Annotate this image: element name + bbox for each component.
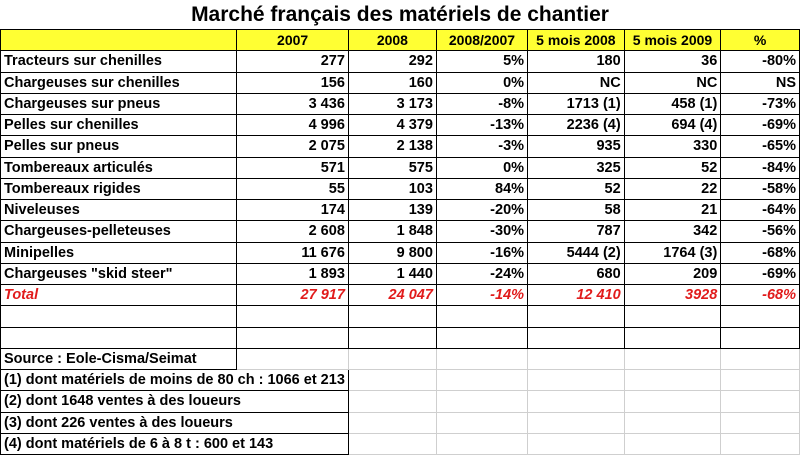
cell-5-mois-2008[interactable]: 325: [528, 157, 625, 178]
cell-2008[interactable]: 575: [348, 157, 436, 178]
empty-cell[interactable]: [721, 348, 800, 369]
empty-row: [1, 327, 800, 348]
cell-2007[interactable]: 2 608: [237, 221, 349, 242]
cell-5-mois-2009[interactable]: 694 (4): [624, 115, 721, 136]
table-row: [1, 242, 800, 263]
empty-cell[interactable]: [721, 327, 800, 348]
cell-5-mois-2008[interactable]: 52: [528, 178, 625, 199]
cell-percent[interactable]: -69%: [721, 115, 800, 136]
empty-cell[interactable]: [528, 433, 625, 454]
total-variation[interactable]: -14%: [436, 285, 527, 306]
empty-cell[interactable]: [436, 348, 527, 369]
empty-cell[interactable]: [721, 370, 800, 391]
cell-percent[interactable]: NS: [721, 72, 800, 93]
empty-cell[interactable]: [528, 306, 625, 327]
cell-2007[interactable]: 156: [237, 72, 349, 93]
empty-cell[interactable]: [624, 391, 721, 412]
empty-cell[interactable]: [436, 391, 527, 412]
header-cell-5-mois-2009[interactable]: 5 mois 2009: [624, 30, 721, 51]
source-row: [1, 348, 800, 369]
header-row: [1, 30, 800, 51]
cell-percent[interactable]: -65%: [721, 136, 800, 157]
header-cell-5-mois-2008[interactable]: 5 mois 2008: [528, 30, 625, 51]
empty-cell[interactable]: [436, 306, 527, 327]
note-row: [1, 391, 800, 412]
cell-2008[interactable]: 1 848: [348, 221, 436, 242]
footnote-4[interactable]: (4) dont matériels de 6 à 8 t : 600 et 143: [1, 433, 349, 454]
table-row: [1, 72, 800, 93]
empty-cell[interactable]: [624, 327, 721, 348]
cell-5-mois-2009[interactable]: NC: [624, 72, 721, 93]
table-row: [1, 157, 800, 178]
empty-cell[interactable]: [1, 306, 237, 327]
note-row: [1, 412, 800, 433]
cell-variation[interactable]: 5%: [436, 51, 527, 72]
cell-2007[interactable]: 55: [237, 178, 349, 199]
cell-5-mois-2009[interactable]: 52: [624, 157, 721, 178]
row-label[interactable]: Tombereaux articulés: [1, 157, 237, 178]
row-label[interactable]: Pelles sur chenilles: [1, 115, 237, 136]
cell-5-mois-2008[interactable]: 935: [528, 136, 625, 157]
cell-percent[interactable]: -68%: [721, 242, 800, 263]
cell-2007[interactable]: 3 436: [237, 93, 349, 114]
empty-cell[interactable]: [624, 412, 721, 433]
cell-2008[interactable]: 1 440: [348, 263, 436, 284]
row-label[interactable]: Tombereaux rigides: [1, 178, 237, 199]
table-row: [1, 115, 800, 136]
empty-cell[interactable]: [436, 327, 527, 348]
total-5-mois-2009[interactable]: 3928: [624, 285, 721, 306]
cell-5-mois-2008[interactable]: 787: [528, 221, 625, 242]
cell-percent[interactable]: -56%: [721, 221, 800, 242]
cell-5-mois-2009[interactable]: 342: [624, 221, 721, 242]
empty-cell[interactable]: [721, 391, 800, 412]
row-label[interactable]: Chargeuses "skid steer": [1, 263, 237, 284]
cell-5-mois-2009[interactable]: 36: [624, 51, 721, 72]
cell-variation[interactable]: -8%: [436, 93, 527, 114]
header-cell-variation[interactable]: 2008/2007: [436, 30, 527, 51]
footnote-1[interactable]: (1) dont matériels de moins de 80 ch : 1066 et 213: [1, 370, 349, 391]
cell-5-mois-2009[interactable]: 330: [624, 136, 721, 157]
cell-2008[interactable]: 139: [348, 200, 436, 221]
cell-2008[interactable]: 103: [348, 178, 436, 199]
table-row: [1, 178, 800, 199]
cell-variation[interactable]: 0%: [436, 157, 527, 178]
row-label[interactable]: Chargeuses-pelleteuses: [1, 221, 237, 242]
total-2008[interactable]: 24 047: [348, 285, 436, 306]
cell-5-mois-2009[interactable]: 21: [624, 200, 721, 221]
cell-variation[interactable]: 84%: [436, 178, 527, 199]
cell-5-mois-2008[interactable]: 680: [528, 263, 625, 284]
empty-cell[interactable]: [528, 412, 625, 433]
empty-cell[interactable]: [348, 391, 436, 412]
row-label[interactable]: Chargeuses sur pneus: [1, 93, 237, 114]
cell-5-mois-2009[interactable]: 1764 (3): [624, 242, 721, 263]
row-label[interactable]: Niveleuses: [1, 200, 237, 221]
cell-2007[interactable]: 277: [237, 51, 349, 72]
cell-2008[interactable]: 2 138: [348, 136, 436, 157]
table-row: [1, 221, 800, 242]
cell-percent[interactable]: -80%: [721, 51, 800, 72]
cell-2008[interactable]: 292: [348, 51, 436, 72]
table-row: [1, 136, 800, 157]
note-row: [1, 370, 800, 391]
row-label[interactable]: Minipelles: [1, 242, 237, 263]
total-label[interactable]: Total: [1, 285, 237, 306]
empty-cell[interactable]: [237, 327, 349, 348]
empty-cell[interactable]: [624, 348, 721, 369]
cell-2007[interactable]: 4 996: [237, 115, 349, 136]
cell-2007[interactable]: 2 075: [237, 136, 349, 157]
row-label[interactable]: Tracteurs sur chenilles: [1, 51, 237, 72]
header-cell-2008[interactable]: 2008: [348, 30, 436, 51]
footnote-3[interactable]: (3) dont 226 ventes à des loueurs: [1, 412, 349, 433]
empty-cell[interactable]: [348, 433, 436, 454]
empty-cell[interactable]: [436, 433, 527, 454]
empty-cell[interactable]: [721, 412, 800, 433]
empty-cell[interactable]: [721, 433, 800, 454]
cell-percent[interactable]: -58%: [721, 178, 800, 199]
cell-variation[interactable]: -3%: [436, 136, 527, 157]
empty-cell[interactable]: [237, 306, 349, 327]
cell-5-mois-2008[interactable]: 1713 (1): [528, 93, 625, 114]
table-row: [1, 93, 800, 114]
cell-variation[interactable]: -24%: [436, 263, 527, 284]
row-label[interactable]: Chargeuses sur chenilles: [1, 72, 237, 93]
cell-percent[interactable]: -69%: [721, 263, 800, 284]
cell-percent[interactable]: -73%: [721, 93, 800, 114]
empty-cell[interactable]: [348, 412, 436, 433]
table-row: [1, 263, 800, 284]
cell-5-mois-2008[interactable]: NC: [528, 72, 625, 93]
empty-cell[interactable]: [348, 370, 436, 391]
cell-variation[interactable]: -20%: [436, 200, 527, 221]
total-5-mois-2008[interactable]: 12 410: [528, 285, 625, 306]
empty-cell[interactable]: [528, 348, 625, 369]
empty-cell[interactable]: [624, 370, 721, 391]
header-cell-percent[interactable]: %: [721, 30, 800, 51]
cell-variation[interactable]: 0%: [436, 72, 527, 93]
total-row: [1, 285, 800, 306]
row-label[interactable]: Pelles sur pneus: [1, 136, 237, 157]
cell-variation[interactable]: -16%: [436, 242, 527, 263]
header-cell-2007[interactable]: 2007: [237, 30, 349, 51]
empty-cell[interactable]: [624, 433, 721, 454]
cell-5-mois-2008[interactable]: 5444 (2): [528, 242, 625, 263]
empty-cell[interactable]: [528, 391, 625, 412]
cell-2008[interactable]: 3 173: [348, 93, 436, 114]
note-row: [1, 433, 800, 454]
cell-2008[interactable]: 4 379: [348, 115, 436, 136]
cell-5-mois-2008[interactable]: 58: [528, 200, 625, 221]
cell-5-mois-2009[interactable]: 22: [624, 178, 721, 199]
footnote-2[interactable]: (2) dont 1648 ventes à des loueurs: [1, 391, 349, 412]
page-title: Marché français des matériels de chantier: [191, 3, 609, 26]
cell-2007[interactable]: 571: [237, 157, 349, 178]
cell-variation[interactable]: -13%: [436, 115, 527, 136]
empty-cell[interactable]: [348, 327, 436, 348]
empty-cell[interactable]: [1, 327, 237, 348]
cell-5-mois-2009[interactable]: 458 (1): [624, 93, 721, 114]
empty-cell[interactable]: [348, 348, 436, 369]
empty-cell[interactable]: [528, 370, 625, 391]
empty-cell[interactable]: [721, 306, 800, 327]
market-table: [0, 29, 800, 455]
cell-5-mois-2008[interactable]: 2236 (4): [528, 115, 625, 136]
empty-cell[interactable]: [436, 412, 527, 433]
empty-row: [1, 306, 800, 327]
source-text[interactable]: Source : Eole-Cisma/Seimat: [1, 348, 237, 369]
total-2007[interactable]: 27 917: [237, 285, 349, 306]
cell-percent[interactable]: -84%: [721, 157, 800, 178]
cell-2008[interactable]: 160: [348, 72, 436, 93]
empty-cell[interactable]: [436, 370, 527, 391]
cell-percent[interactable]: -64%: [721, 200, 800, 221]
empty-cell[interactable]: [624, 306, 721, 327]
total-percent[interactable]: -68%: [721, 285, 800, 306]
cell-5-mois-2008[interactable]: 180: [528, 51, 625, 72]
empty-cell[interactable]: [348, 306, 436, 327]
cell-variation[interactable]: -30%: [436, 221, 527, 242]
table-row: [1, 200, 800, 221]
cell-2007[interactable]: 11 676: [237, 242, 349, 263]
table-row: [1, 51, 800, 72]
header-cell-empty: [1, 30, 237, 51]
empty-cell[interactable]: [237, 348, 349, 369]
cell-2007[interactable]: 174: [237, 200, 349, 221]
cell-2007[interactable]: 1 893: [237, 263, 349, 284]
empty-cell[interactable]: [528, 327, 625, 348]
cell-2008[interactable]: 9 800: [348, 242, 436, 263]
cell-5-mois-2009[interactable]: 209: [624, 263, 721, 284]
